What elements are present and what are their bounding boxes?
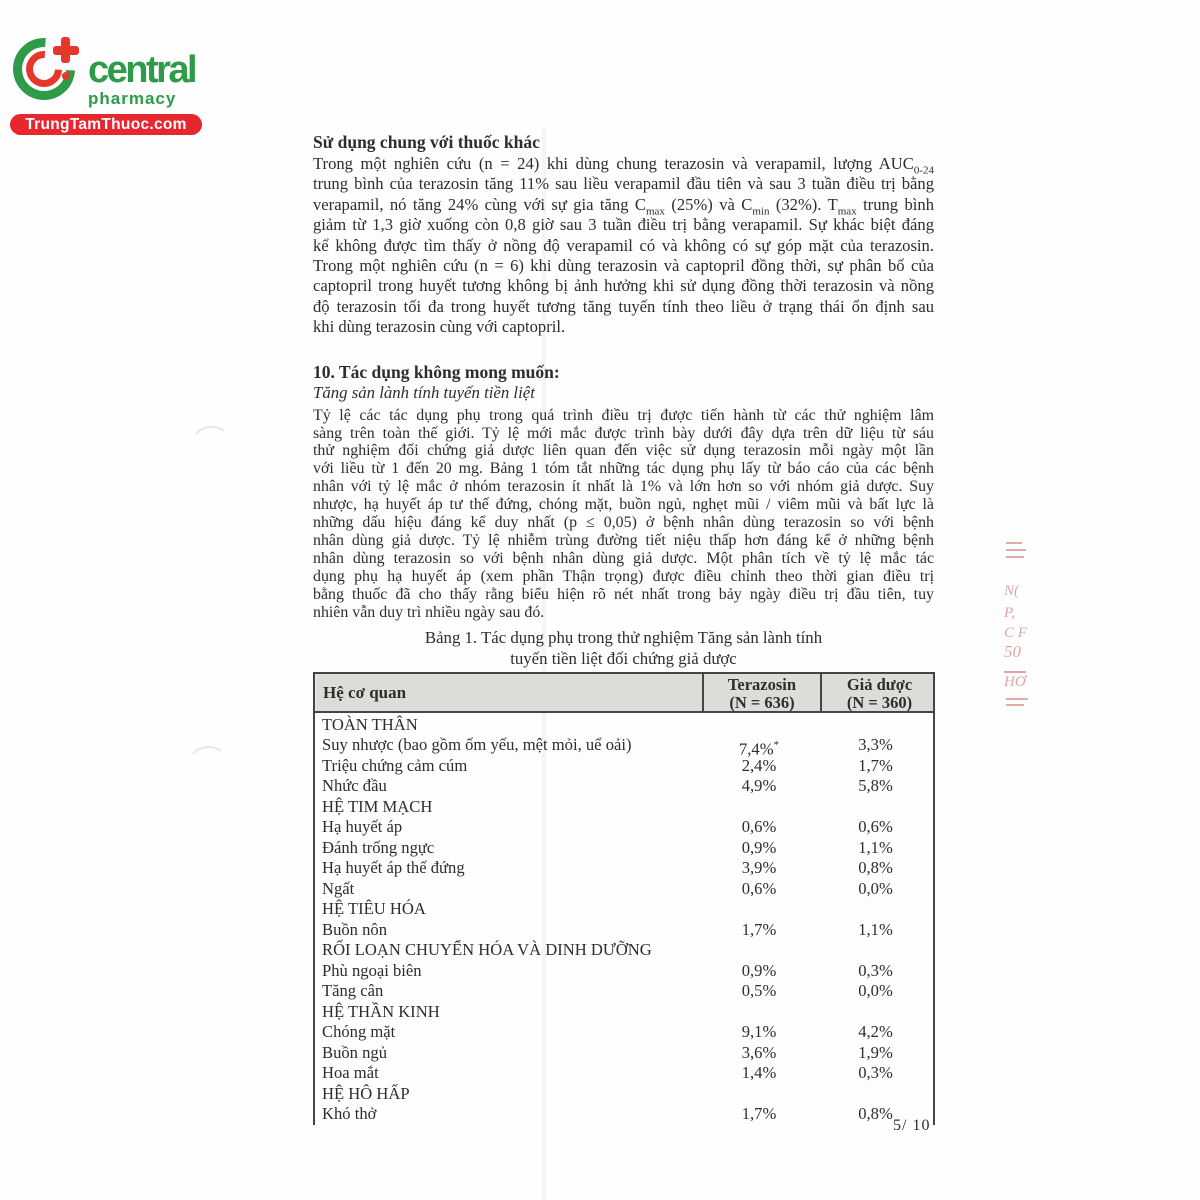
text-line: nhân với tỷ lệ mắc ở nhóm terazosin ít nhất là 1% và lớn hơn so với nhóm giả dược. Suy bbox=[313, 478, 934, 496]
section-heading-adverse-effects: 10. Tác dụng không mong muốn: bbox=[313, 361, 560, 382]
table-row: Đánh trống ngực 0,9% 1,1% bbox=[322, 837, 893, 857]
table-row: Triệu chứng cảm cúm 2,4% 1,7% bbox=[322, 755, 893, 775]
text-line: Trong một nghiên cứu (n = 24) khi dùng chung terazosin và verapamil, lượng $AUC_{0-24}$ bbox=[313, 154, 934, 177]
stamp-text: N( bbox=[1004, 583, 1019, 599]
red-stamp-fragment bbox=[1000, 536, 1042, 706]
table-row: Suy nhược (bao gồm ốm yếu, mệt mỏi, uể oải) 7,4%* 3,3% bbox=[322, 735, 893, 759]
text-line: dụng phụ hạ huyết áp (xem phần Thận trọng) được điều chỉnh theo thời gian điều trị bbox=[313, 567, 934, 585]
stamp-mark bbox=[1006, 556, 1024, 558]
document-text-column bbox=[313, 132, 934, 1125]
table-section-row: HỆ THẦN KINH bbox=[322, 1001, 440, 1021]
punch-hole-mark bbox=[189, 424, 232, 462]
stamp-text: C F bbox=[1004, 625, 1027, 641]
text-line: khi dùng terazosin cùng với captopril. bbox=[313, 317, 566, 337]
table-row: Nhức đầu 4,9% 5,8% bbox=[322, 776, 893, 796]
text-line: nhiên vẫn duy trì nhiều ngày sau đó. bbox=[313, 603, 545, 621]
logo-subbrand-text: pharmacy bbox=[88, 89, 177, 108]
paragraph-adverse-effects bbox=[313, 407, 934, 622]
column-header-organ-system: Hệ cơ quan bbox=[323, 682, 407, 702]
subheading-bph: Tăng sản lành tính tuyến tiền liệt bbox=[313, 382, 535, 402]
table-header-row bbox=[313, 672, 935, 713]
text-line: sàng trên toàn thế giới. Tỷ lệ mới mắc được trình bày dưới đây dựa trên dữ liệu từ sáu bbox=[313, 424, 934, 442]
stamp-text: 50 bbox=[1004, 642, 1021, 661]
table-section-row: TOÀN THÂN bbox=[322, 714, 418, 734]
table-row: Hoa mắt 1,4% 0,3% bbox=[322, 1063, 893, 1083]
table-row: Phù ngoại biên 0,9% 0,3% bbox=[322, 960, 893, 980]
table-caption bbox=[313, 627, 934, 669]
punch-hole-mark bbox=[186, 744, 229, 782]
text-line: giảm từ 1,3 giờ xuống còn 0,8 giờ sau 3 tuần điều trị bằng verapamil. Sự khác biệt đáng bbox=[313, 215, 934, 235]
stamp-mark bbox=[1006, 704, 1024, 706]
text-line: Tỷ lệ các tác dụng phụ trong quá trình điều trị được tiến hành từ các thử nghiệm lâm bbox=[313, 406, 934, 424]
text-line: Trong một nghiên cứu (n = 6) khi dùng terazosin và captopril đồng thời, sự phân bố của bbox=[313, 256, 934, 276]
page-number: 5/ 10 bbox=[893, 1117, 931, 1134]
text-line: thử nghiệm đối chứng giả dược liên quan đến việc sử dụng terazosin mỗi ngày một lần bbox=[313, 442, 934, 460]
stamp-mark bbox=[1006, 549, 1026, 551]
logo-plus-icon bbox=[53, 46, 79, 55]
text-line: với liều từ 1 đến 20 mg. Bảng 1 tóm tắt những tác dụng phụ lấy từ báo cáo của các bệnh bbox=[313, 460, 934, 478]
paragraph-drug-interactions bbox=[313, 154, 934, 338]
central-pharmacy-c-icon bbox=[13, 36, 85, 104]
text-line: độ terazosin tối đa trong huyết tương tăng tuyến tính theo liều ở trạng thái ổn định sau bbox=[313, 296, 934, 316]
text-line: nhân dùng terazosin so với bệnh nhân dùng giả dược. Một phân tích về tỷ lệ mắc tác bbox=[313, 549, 934, 567]
table-body bbox=[313, 713, 935, 1125]
column-header-placebo: Giả dược (N = 360) bbox=[820, 674, 937, 712]
table-row: Buồn nôn 1,7% 1,1% bbox=[322, 919, 893, 939]
text-line: verapamil, nó tăng 24% cùng với sự gia tăng $C_{max}$ (25%) và $C_{min}$ (32%). $T_{max}$ trung bình bbox=[313, 194, 934, 218]
table-row: Tăng cân 0,5% 0,0% bbox=[322, 981, 893, 1001]
table-row: Ngất 0,6% 0,0% bbox=[322, 878, 893, 898]
table-section-row: HỆ TIÊU HÓA bbox=[322, 899, 426, 919]
logo-dot bbox=[62, 72, 70, 80]
table-section-row: HỆ TIM MẠCH bbox=[322, 796, 433, 816]
site-url-badge: TrungTamThuoc.com bbox=[10, 114, 202, 135]
table-row: Buồn ngủ 3,6% 1,9% bbox=[322, 1042, 893, 1062]
pharmacy-logo bbox=[10, 28, 220, 140]
table-caption-line2: tuyến tiền liệt đối chứng giả dược bbox=[510, 648, 737, 668]
table-row: Hạ huyết áp 0,6% 0,6% bbox=[322, 817, 893, 837]
logo-wordmark bbox=[88, 49, 196, 109]
text-line: bằng thuốc đã cho thấy rằng biểu hiện rõ nét nhất trong bảy ngày điều trị đầu tiên, tuy bbox=[313, 585, 934, 603]
stamp-mark bbox=[1006, 698, 1028, 700]
text-line: nhược, hạ huyết áp tư thế đứng, chóng mặt, buồn ngủ, nghẹt mũi / viêm mũi và bất lực là bbox=[313, 496, 934, 514]
table-row: Chóng mặt 9,1% 4,2% bbox=[322, 1022, 893, 1042]
stamp-text: P, bbox=[1004, 605, 1015, 621]
table-section-row: HỆ HÔ HẤP bbox=[322, 1083, 410, 1103]
column-header-terazosin: Terazosin (N = 636) bbox=[702, 674, 820, 712]
table-caption-line1: Bảng 1. Tác dụng phụ trong thử nghiệm Tăng sản lành tính bbox=[424, 627, 823, 647]
table-row: Hạ huyết áp thế đứng 3,9% 0,8% bbox=[322, 858, 893, 878]
stamp-text: HƠ bbox=[1004, 671, 1026, 690]
logo-brand-text: central bbox=[88, 49, 196, 91]
text-line: nhân dùng giả dược. Tỷ lệ nhiễm trùng đường tiết niệu thấp hơn đáng kể ở những bệnh bbox=[313, 532, 934, 549]
table-section-row: RỐI LOẠN CHUYỂN HÓA VÀ DINH DƯỠNG bbox=[322, 940, 652, 960]
table-row: Khó thở 1,7% 0,8% bbox=[322, 1104, 893, 1124]
text-line: captopril trong huyết tương không bị ảnh hưởng khi sử dụng đồng thời terazosin và nồng bbox=[313, 276, 934, 296]
text-line: trung bình của terazosin tăng 11% sau liều verapamil đầu tiên và sau 3 tuần điều trị bằng bbox=[313, 174, 934, 194]
stamp-mark bbox=[1006, 542, 1022, 544]
text-line: những dấu hiệu đáng kể duy nhất (p ≤ 0,05) ở bệnh nhân dùng terazosin so với bệnh bbox=[313, 514, 934, 532]
section-heading-drug-interactions: Sử dụng chung với thuốc khác bbox=[313, 132, 540, 152]
text-line: kể không được tìm thấy ở nồng độ verapamil có và không có sự góp mặt của terazosin. bbox=[313, 235, 934, 255]
adverse-effects-table bbox=[313, 672, 935, 1125]
